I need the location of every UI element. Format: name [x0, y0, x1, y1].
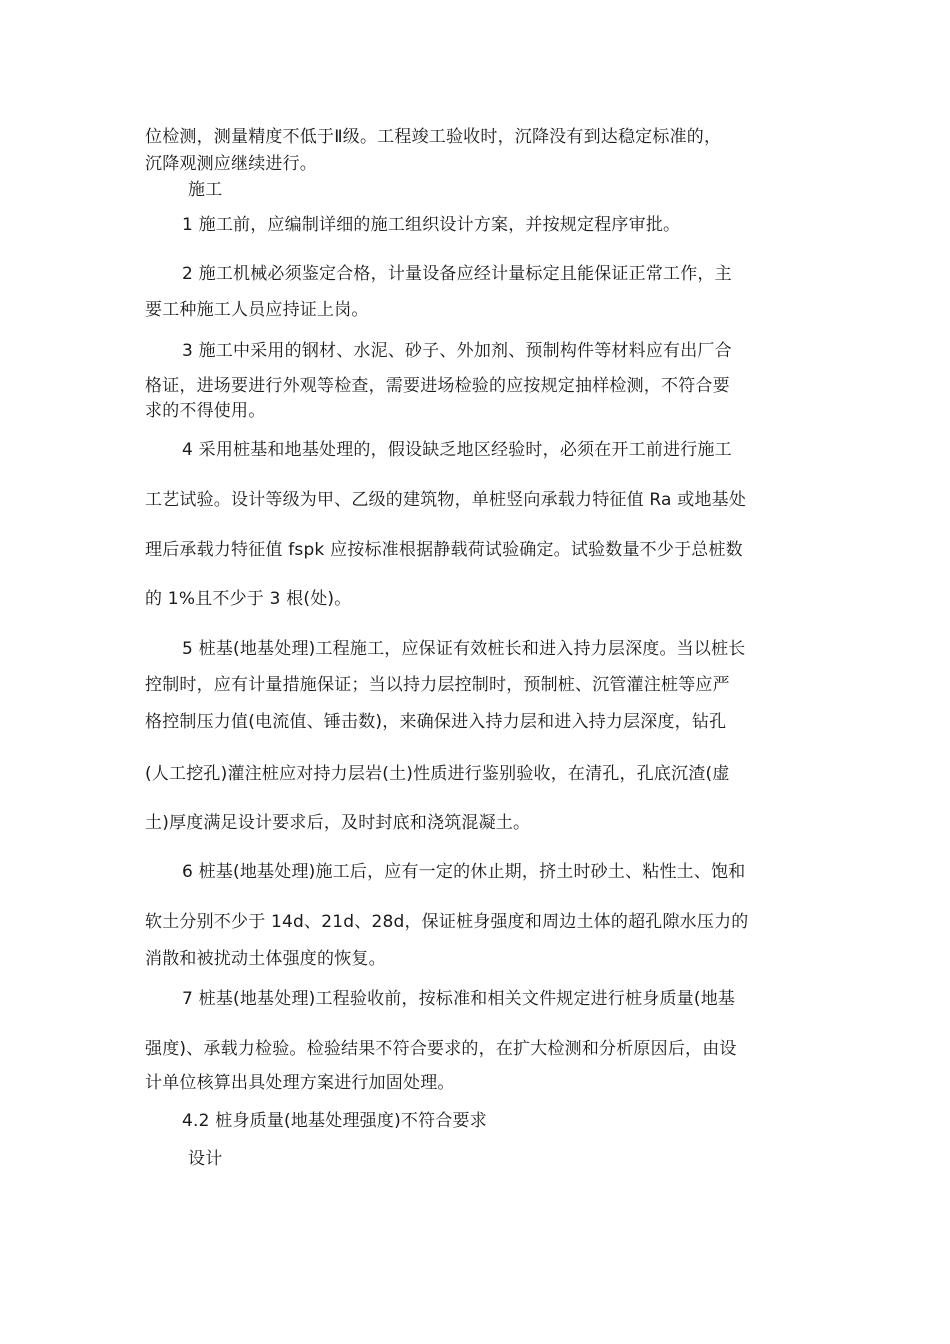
intro-line-1: 位检测，测量精度不低于Ⅱ级。工程竣工验收时，沉降没有到达稳定标准的， — [145, 127, 722, 147]
paragraph-6-line-1: 6 桩基(地基处理)施工后，应有一定的休止期，挤土时砂土、粘性土、饱和 — [182, 862, 746, 882]
paragraph-5-line-4: (人工挖孔)灌注桩应对持力层岩(土)性质进行鉴别验收，在清孔，孔底沉渣(虚 — [145, 764, 730, 784]
paragraph-2-line-2: 要工种施工人员应持证上岗。 — [145, 300, 369, 320]
intro-line-2: 沉降观测应继续进行。 — [145, 154, 317, 174]
paragraph-4-line-3: 理后承载力特征值 fspk 应按标准根据静载荷试验确定。试验数量不少于总桩数 — [145, 540, 743, 560]
paragraph-5-line-3: 格控制压力值(电流值、锤击数)，来确保进入持力层和进入持力层深度，钻孔 — [145, 712, 727, 732]
paragraph-5-line-2: 控制时，应有计量措施保证；当以持力层控制时，预制桩、沉管灌注桩等应严 — [145, 675, 730, 695]
subsection-subheading: 设计 — [188, 1149, 223, 1169]
paragraph-3-line-3: 求的不得使用。 — [145, 401, 266, 421]
paragraph-2-line-1: 2 施工机械必须鉴定合格，计量设备应经计量标定且能保证正常工作，主 — [182, 264, 732, 284]
paragraph-5-line-5: 土)厚度满足设计要求后，及时封底和浇筑混凝土。 — [145, 813, 531, 833]
paragraph-1-line-1: 1 施工前，应编制详细的施工组织设计方案，并按规定程序审批。 — [182, 215, 681, 235]
paragraph-6-line-3: 消散和被扰动土体强度的恢复。 — [145, 949, 386, 969]
paragraph-3-line-2: 格证，进场要进行外观等检查，需要进场检验的应按规定抽样检测，不符合要 — [145, 376, 730, 396]
paragraph-5-line-1: 5 桩基(地基处理)工程施工，应保证有效桩长和进入持力层深度。当以桩长 — [182, 639, 746, 659]
paragraph-4-line-1: 4 采用桩基和地基处理的，假设缺乏地区经验时，必须在开工前进行施工 — [182, 440, 732, 460]
paragraph-4-line-4: 的 1%且不少于 3 根(处)。 — [145, 589, 352, 609]
paragraph-7-line-2: 强度)、承载力检验。检验结果不符合要求的，在扩大检测和分析原因后，由设 — [145, 1039, 737, 1059]
paragraph-7-line-3: 计单位核算出具处理方案进行加固处理。 — [145, 1073, 455, 1093]
subsection-heading: 4.2 桩身质量(地基处理强度)不符合要求 — [182, 1111, 487, 1131]
paragraph-6-line-2: 软土分别不少于 14d、21d、28d，保证桩身强度和周边土体的超孔隙水压力的 — [145, 912, 749, 932]
paragraph-4-line-2: 工艺试验。设计等级为甲、乙级的建筑物，单桩竖向承载力特征值 Ra 或地基处 — [145, 490, 747, 510]
paragraph-7-line-1: 7 桩基(地基处理)工程验收前，按标准和相关文件规定进行桩身质量(地基 — [182, 989, 736, 1009]
paragraph-3-line-1: 3 施工中采用的钢材、水泥、砂子、外加剂、预制构件等材料应有出厂合 — [182, 341, 732, 361]
section-heading: 施工 — [188, 180, 223, 200]
